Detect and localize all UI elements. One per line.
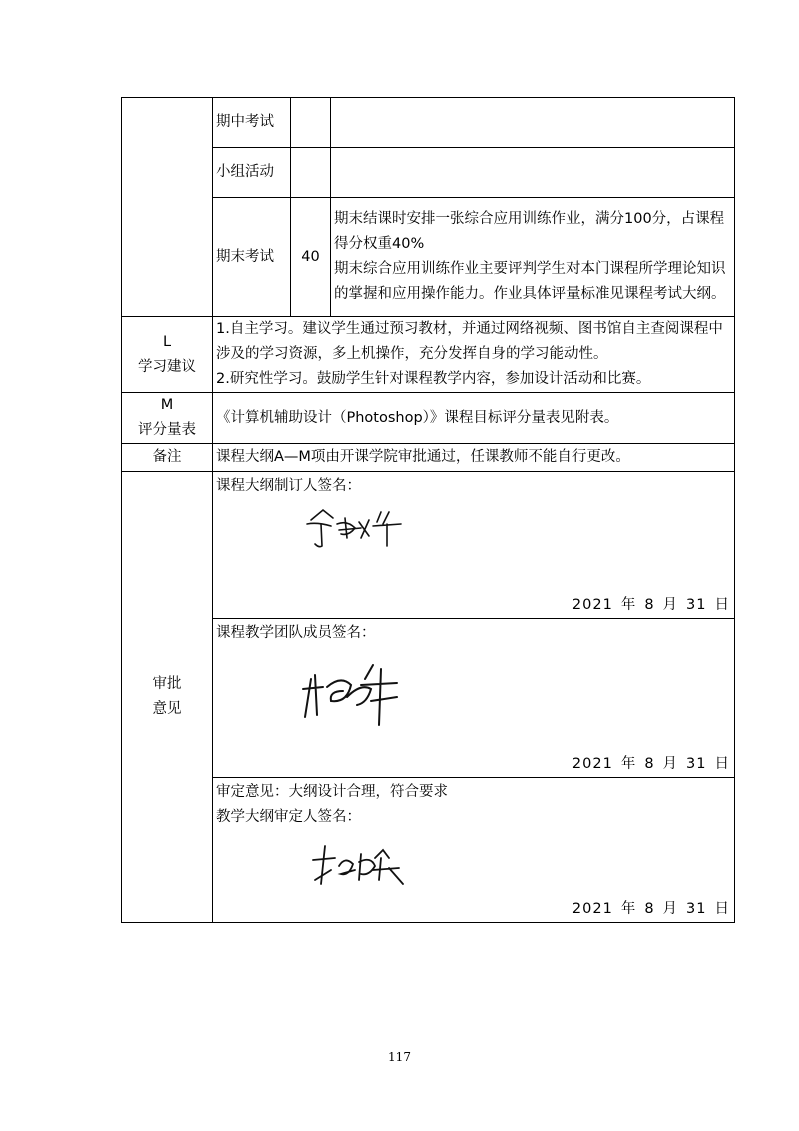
signature-block-reviewer — [213, 778, 735, 923]
section-l-title: 学习建议 — [138, 358, 196, 375]
section-m-content: 《计算机辅助设计（Photoshop）》课程目标评分量表见附表。 — [213, 393, 735, 444]
assessment-row — [122, 148, 735, 198]
assessment-desc — [331, 98, 735, 148]
section-l-code: L — [162, 333, 172, 350]
approval-title-2: 意见 — [152, 701, 182, 717]
assessment-weight: 40 — [291, 198, 331, 317]
syllabus-table — [121, 97, 735, 923]
section-m-title: 评分量表 — [138, 422, 196, 438]
assessment-desc — [331, 198, 735, 317]
author-sign-label: 课程大纲制订人签名： — [216, 478, 361, 494]
note-header: 备注 — [122, 444, 213, 472]
assessment-group-cell — [122, 98, 213, 317]
section-m-code: M — [160, 397, 174, 413]
date-team: 2021 年 8 月 31 日 — [571, 756, 730, 772]
section-l-row — [122, 317, 735, 393]
section-m-row — [122, 393, 735, 444]
handwritten-signature — [301, 657, 411, 729]
assessment-weight — [291, 98, 331, 148]
assessment-item: 小组活动 — [213, 148, 291, 198]
assessment-item: 期中考试 — [213, 98, 291, 148]
date-author: 2021 年 8 月 31 日 — [571, 597, 730, 613]
page-number: 117 — [388, 1050, 411, 1064]
final-exam-desc-1: 期末结课时安排一张综合应用训练作业，满分100分，占课程得分权重40% — [334, 211, 725, 252]
assessment-row — [122, 198, 735, 317]
final-exam-desc-2: 期末综合应用训练作业主要评判学生对本门课程所学理论知识的掌握和应用操作能力。作业具体评量标准见课程考试大纲。 — [334, 261, 726, 302]
signature-block-author — [213, 472, 735, 619]
reviewer-sign-label: 教学大纲审定人签名： — [216, 809, 361, 825]
approval-row — [122, 619, 735, 778]
section-l-header — [122, 317, 213, 393]
handwritten-signature — [309, 840, 409, 890]
handwritten-signature — [303, 502, 413, 550]
approval-row — [122, 472, 735, 619]
assessment-item: 期末考试 — [213, 198, 291, 317]
approval-row — [122, 778, 735, 923]
study-advice-2: 2.研究性学习。鼓励学生针对课程教学内容，参加设计活动和比赛。 — [216, 371, 651, 387]
approval-header — [122, 472, 213, 923]
assessment-desc — [331, 148, 735, 198]
assessment-weight — [291, 148, 331, 198]
team-sign-label: 课程教学团队成员签名： — [216, 625, 376, 641]
signature-block-team — [213, 619, 735, 778]
study-advice-1: 1.自主学习。建议学生通过预习教材，并通过网络视频、图书馆自主查阅课程中涉及的学习资源，多上机操作，充分发挥自身的学习能动性。 — [216, 321, 723, 362]
note-content: 课程大纲A—M项由开课学院审批通过，任课教师不能自行更改。 — [213, 444, 735, 472]
date-reviewer: 2021 年 8 月 31 日 — [571, 901, 730, 917]
note-row — [122, 444, 735, 472]
section-l-content — [213, 317, 735, 393]
assessment-row — [122, 98, 735, 148]
review-opinion: 审定意见：大纲设计合理，符合要求 — [216, 784, 448, 800]
section-m-header — [122, 393, 213, 444]
approval-title-1: 审批 — [152, 676, 182, 692]
